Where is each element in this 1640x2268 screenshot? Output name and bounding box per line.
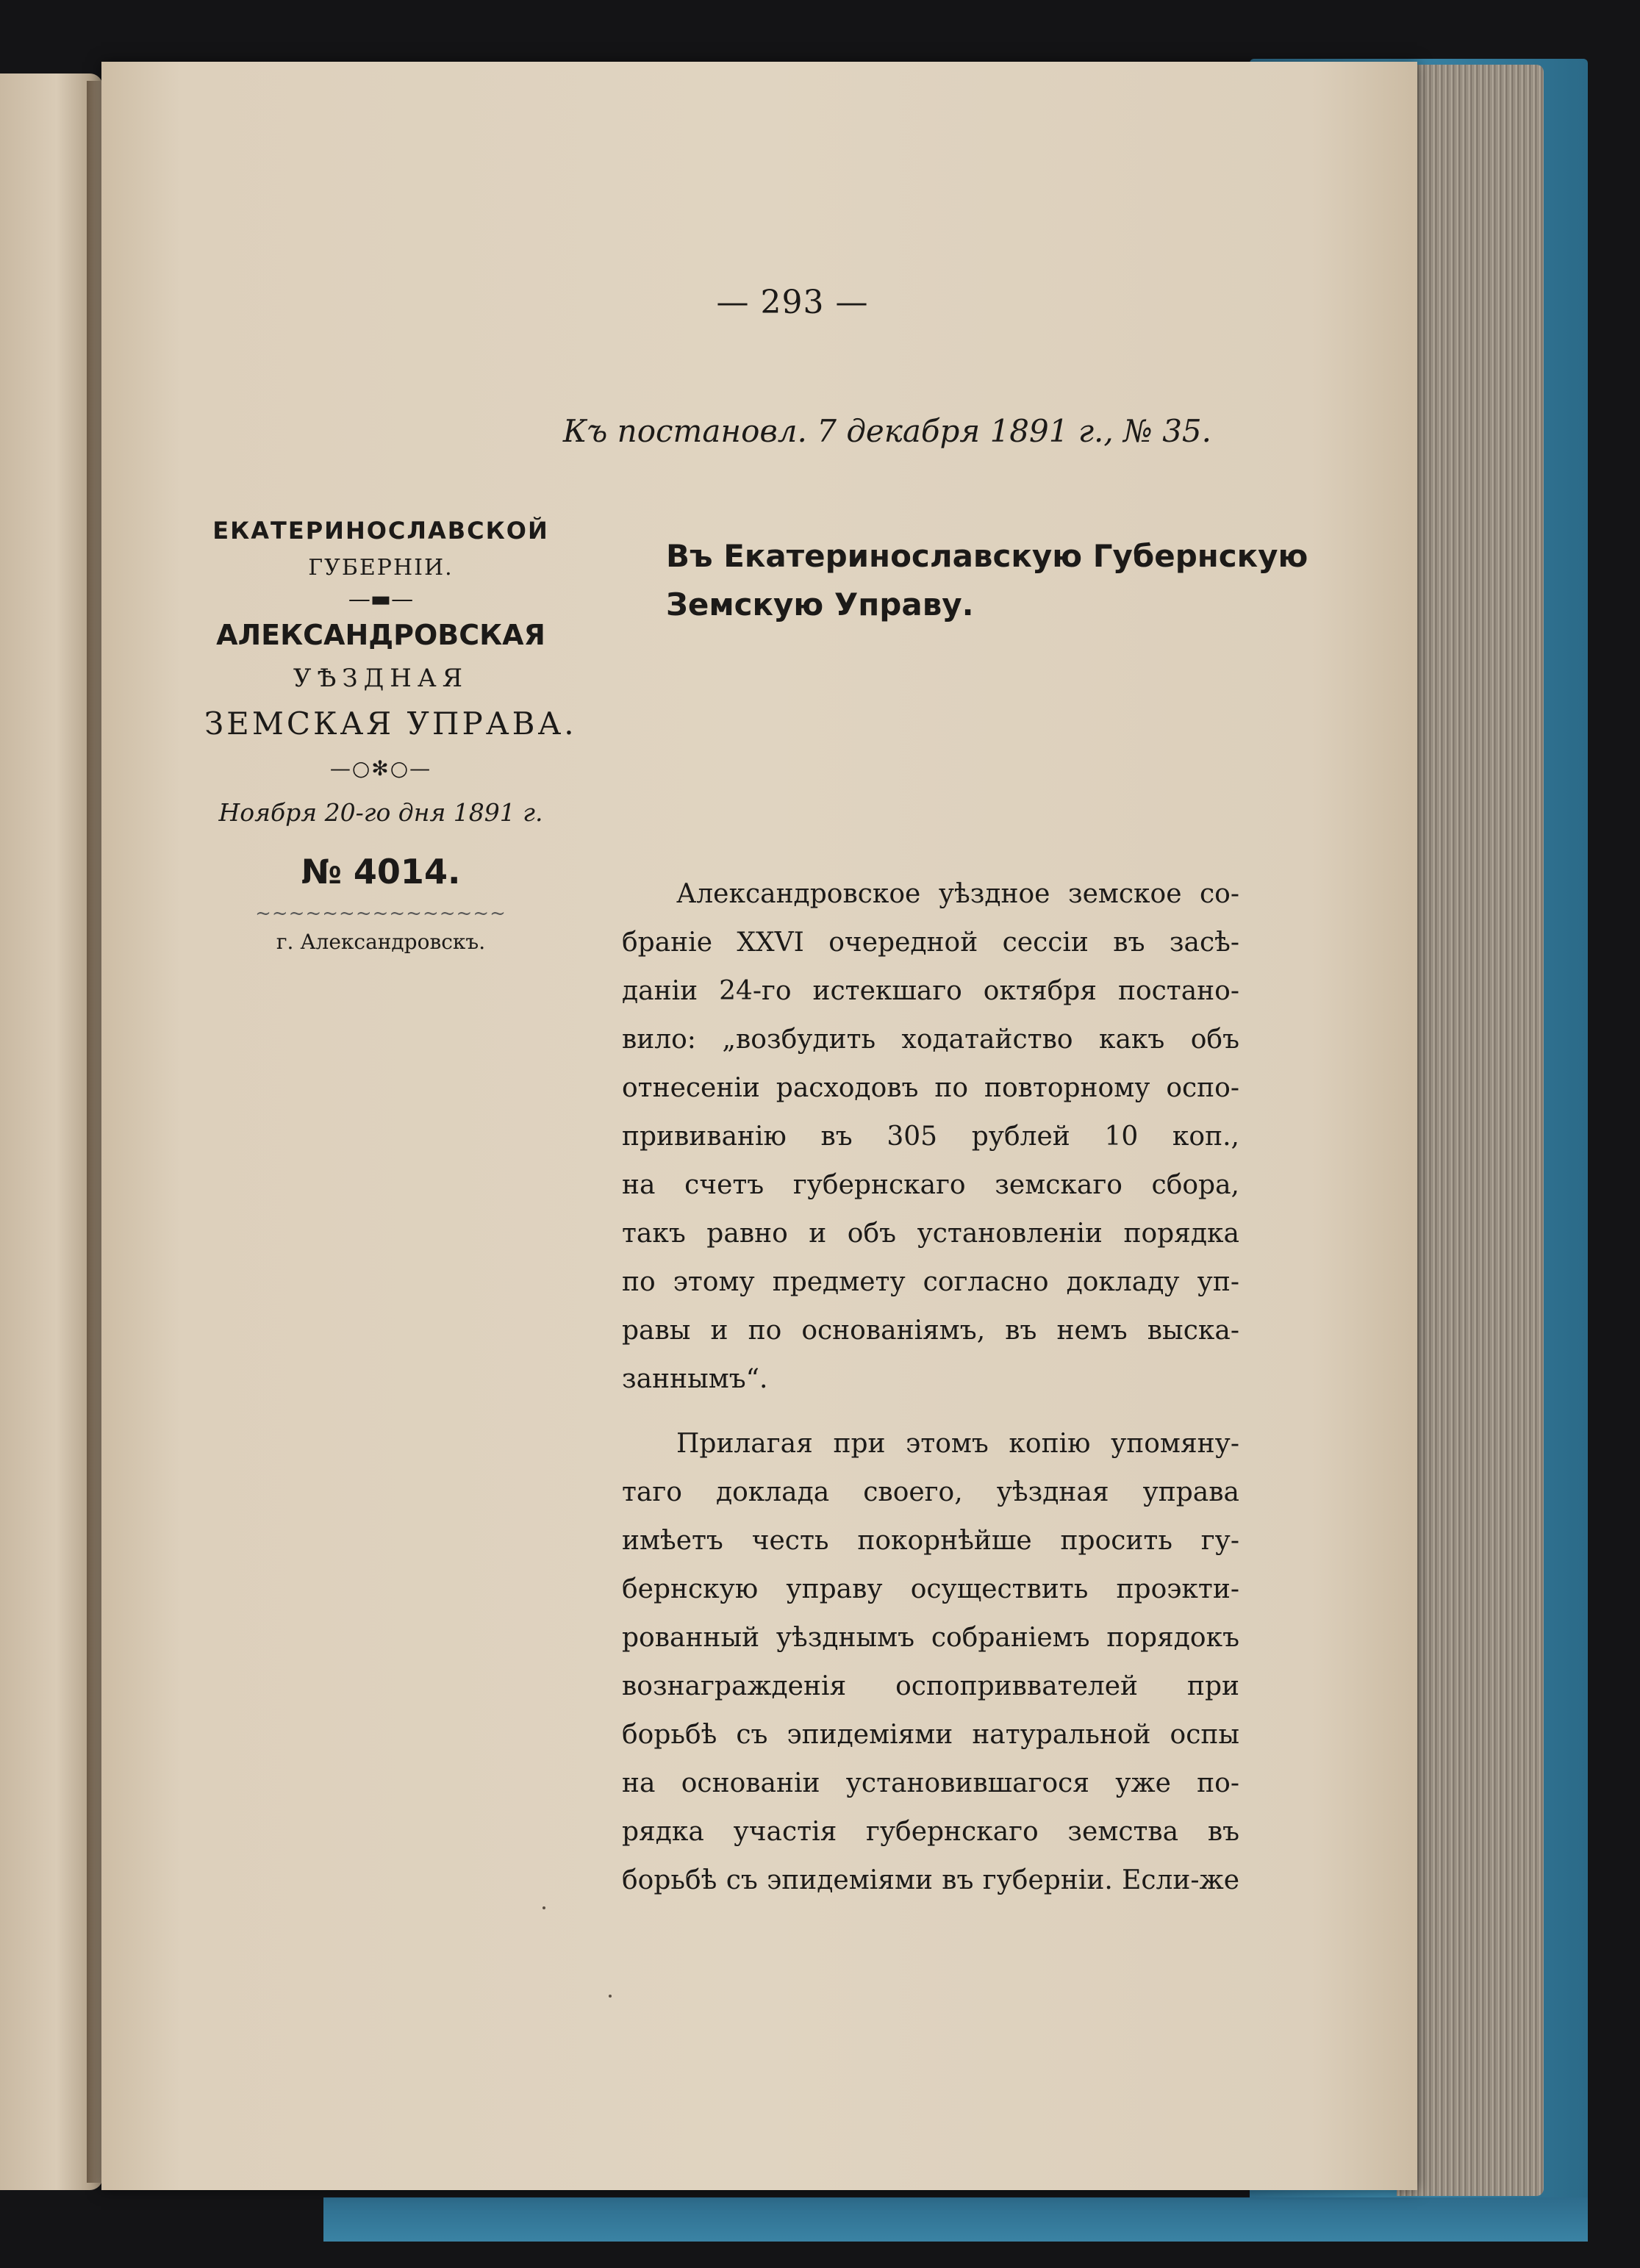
body-line: Александровское уѣздное земское со-	[676, 879, 1239, 909]
body-line: бернскую управу осуществить проэкти-	[622, 1574, 1239, 1604]
sender-uezd: УѢЗДНАЯ	[293, 664, 469, 693]
body-line: такъ равно и объ установленіи порядка	[622, 1219, 1239, 1249]
book-cover-bottom	[323, 2197, 1588, 2242]
resolution-reference: Къ постановл. 7 декабря 1891 г., № 35.	[562, 413, 1211, 449]
body-line: вознагражденія оспоприввателей при	[622, 1671, 1239, 1701]
wave-divider: ~~~~~~~~~~~~~~~	[255, 902, 506, 925]
sender-county: АЛЕКСАНДРОВСКАЯ	[216, 619, 545, 651]
page-number: — 293 —	[716, 284, 869, 321]
body-line: вило: „возбудить ходатайство какъ объ	[622, 1024, 1239, 1055]
sender-divider: —▬—	[348, 586, 414, 612]
ornament-divider: —○✻○—	[329, 756, 432, 780]
paper-speck	[543, 1906, 545, 1909]
paper-speck	[609, 1995, 612, 1998]
sender-governorate-2: ГУБЕРНІИ.	[308, 555, 454, 581]
sender-block	[204, 512, 577, 958]
body-line: заннымъ“.	[622, 1364, 768, 1394]
sender-board: ЗЕМСКАЯ УПРАВА.	[204, 706, 577, 742]
body-line: равы и по основаніямъ, въ немъ выска-	[622, 1316, 1239, 1346]
body-line: браніе XXVI очередной сессіи въ засѣ-	[622, 927, 1239, 958]
body-line: рованный уѣзднымъ собраніемъ порядокъ	[622, 1623, 1239, 1653]
letter-place: г. Александровскъ.	[276, 930, 486, 954]
letter-body	[622, 870, 1239, 1905]
sender-governorate: ЕКАТЕРИНОСЛАВСКОЙ	[212, 517, 549, 545]
letter-number: № 4014.	[301, 852, 461, 891]
addressee-line-2: Земскую Управу.	[666, 586, 974, 622]
body-line: Прилагая при этомъ копію упомяну-	[676, 1429, 1239, 1459]
body-line: по этому предмету согласно докладу уп-	[622, 1267, 1239, 1297]
page-edges	[1397, 65, 1544, 2196]
body-line: отнесеніи расходовъ по повторному оспо-	[622, 1073, 1239, 1103]
document-page	[101, 62, 1417, 2190]
addressee-line-1: Въ Екатеринославскую Губернскую	[666, 538, 1308, 574]
letter-date: Ноября 20-го дня 1891 г.	[218, 798, 543, 827]
body-line: прививанію въ 305 рублей 10 коп.,	[622, 1122, 1239, 1152]
body-line: таго доклада своего, уѣздная управа	[622, 1477, 1239, 1507]
body-line: на счетъ губернскаго земскаго сбора,	[622, 1170, 1239, 1200]
body-line: на основаніи установившагося уже по-	[622, 1768, 1239, 1798]
body-line: даніи 24-го истекшаго октября постано-	[622, 976, 1239, 1006]
addressee	[666, 532, 1308, 629]
body-line: борьбѣ съ эпидеміями натуральной оспы	[622, 1720, 1239, 1750]
body-line: борьбѣ съ эпидеміями въ губерніи. Если-же	[622, 1865, 1239, 1895]
body-line: имѣетъ честь покорнѣйше просить гу-	[622, 1526, 1239, 1556]
body-line: рядка участія губернскаго земства въ	[622, 1817, 1239, 1847]
